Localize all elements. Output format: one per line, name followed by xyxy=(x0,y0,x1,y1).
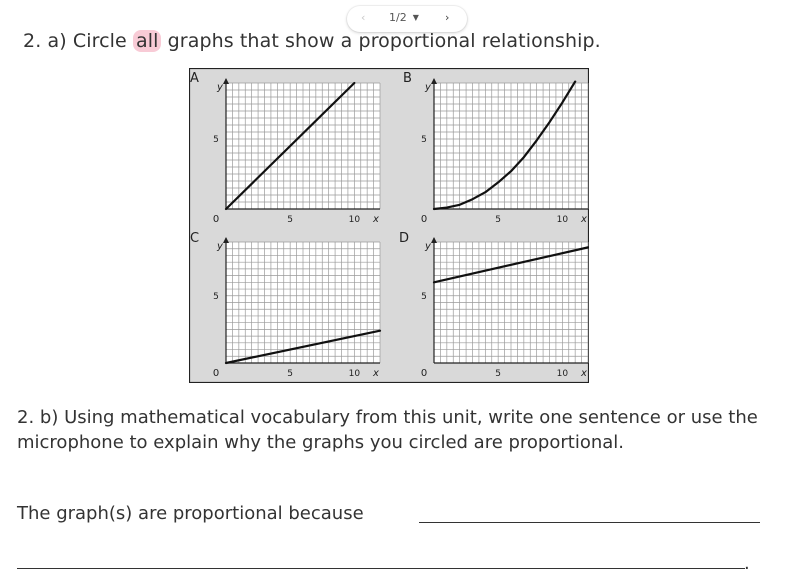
y-axis-label: y xyxy=(217,241,223,252)
y-tick-label: 5 xyxy=(421,291,427,302)
page-select[interactable] xyxy=(389,11,419,24)
x-axis-label: x xyxy=(373,368,379,379)
x-axis-label: x xyxy=(581,368,587,379)
highlighted-word: all xyxy=(133,30,162,52)
question-a-text xyxy=(23,30,601,52)
x-tick-label: 10 xyxy=(556,369,569,379)
graph-label: A xyxy=(190,71,199,86)
x-tick-label: 10 xyxy=(556,215,569,225)
origin-label: 0 xyxy=(420,214,428,225)
origin-label: 0 xyxy=(212,368,220,379)
graph-label: C xyxy=(190,231,200,246)
chevron-right-icon[interactable]: › xyxy=(445,11,450,24)
y-tick-label: 5 xyxy=(421,135,427,145)
question-a-before: 2. a) Circle xyxy=(23,30,133,52)
graph-label: D xyxy=(399,231,410,246)
end-period: . xyxy=(744,553,750,574)
y-axis-label: y xyxy=(425,82,431,93)
x-tick-label: 10 xyxy=(348,215,361,225)
chevron-left-icon[interactable]: ‹ xyxy=(361,11,366,24)
y-tick-label: 5 xyxy=(213,291,219,302)
caret-down-icon: ▼ xyxy=(412,13,419,22)
x-axis-label: x xyxy=(373,214,379,225)
question-a-after: graphs that show a proportional relationship. xyxy=(161,30,601,52)
x-tick-label: 5 xyxy=(287,215,294,225)
y-tick-label: 5 xyxy=(213,135,219,145)
x-tick-label: 5 xyxy=(495,369,502,379)
answer-blank-line-1[interactable] xyxy=(419,522,760,523)
graph-label: B xyxy=(403,71,412,86)
x-tick-label: 5 xyxy=(495,215,502,225)
answer-blank-line-2[interactable] xyxy=(17,568,745,569)
response-prompt: The graph(s) are proportional because xyxy=(17,503,364,524)
y-axis-label: y xyxy=(425,241,431,252)
origin-label: 0 xyxy=(420,368,428,379)
page-label: 1/2 xyxy=(389,11,407,24)
origin-label: 0 xyxy=(212,214,220,225)
question-b-text: 2. b) Using mathematical vocabulary from this unit, write one sentence or use the microphone to explain why the graphs you circled are proportional. xyxy=(17,407,758,453)
y-axis-label: y xyxy=(217,82,223,93)
page-navigator xyxy=(347,6,467,32)
graphs-figure xyxy=(189,68,589,383)
x-tick-label: 5 xyxy=(287,369,294,379)
x-axis-label: x xyxy=(581,214,587,225)
x-tick-label: 10 xyxy=(348,369,361,379)
